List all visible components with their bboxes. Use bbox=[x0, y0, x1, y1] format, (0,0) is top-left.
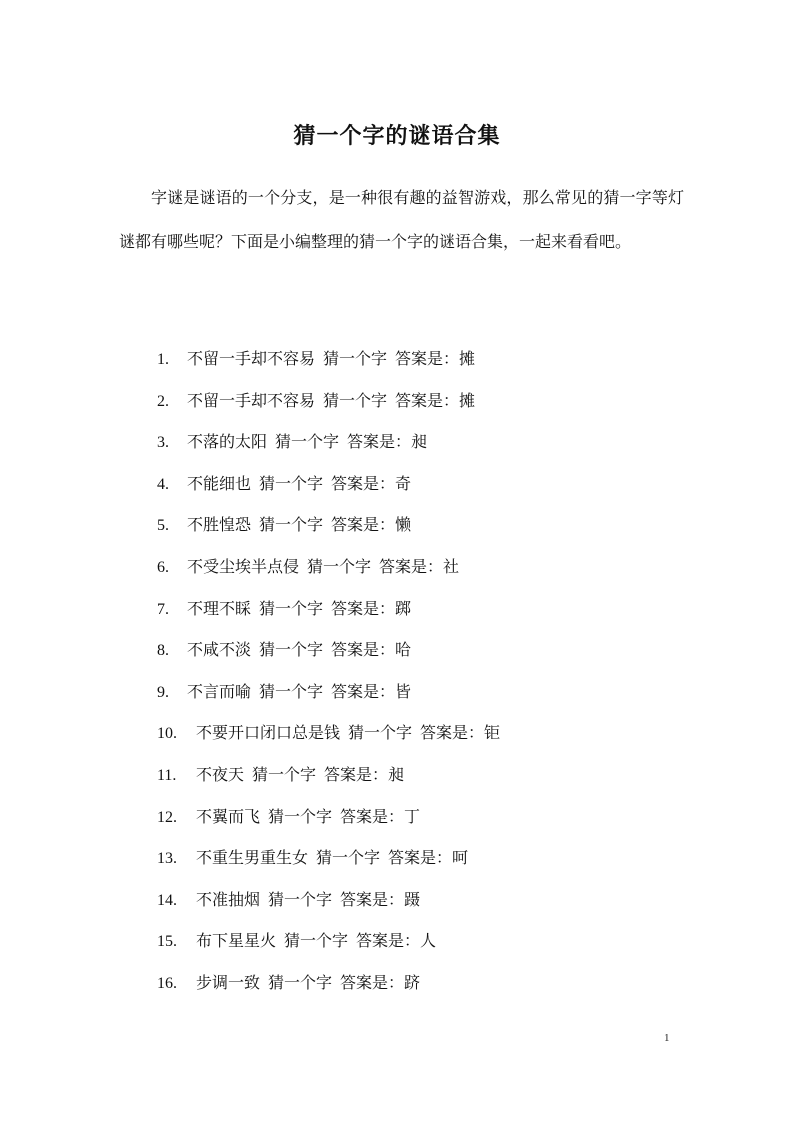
riddle-hint: 猜一个字 bbox=[284, 931, 349, 951]
riddle-hint: 猜一个字 bbox=[316, 848, 381, 868]
list-item bbox=[157, 675, 500, 717]
item-number: 1. bbox=[157, 351, 169, 368]
riddle-text: 不留一手却不容易 bbox=[187, 390, 316, 410]
list-item bbox=[157, 384, 500, 426]
riddle-hint: 猜一个字 bbox=[323, 390, 388, 410]
item-number: 8. bbox=[157, 642, 169, 660]
riddle-answer: 答案是：丁 bbox=[340, 806, 421, 826]
riddle-hint: 猜一个字 bbox=[323, 349, 388, 368]
riddle-answer: 答案是：社 bbox=[379, 556, 460, 576]
riddle-answer: 答案是：奇 bbox=[331, 473, 412, 493]
list-item bbox=[157, 883, 500, 925]
riddle-answer: 答案是：皆 bbox=[331, 681, 412, 701]
item-number: 7. bbox=[157, 600, 169, 618]
item-number: 9. bbox=[157, 683, 169, 701]
item-number: 16. bbox=[157, 974, 177, 992]
riddle-answer: 答案是：摊 bbox=[395, 390, 476, 410]
riddle-answer: 答案是：摊 bbox=[395, 349, 476, 368]
list-item bbox=[157, 592, 500, 634]
riddle-hint: 猜一个字 bbox=[259, 598, 324, 618]
riddle-answer: 答案是：跻 bbox=[340, 972, 421, 992]
item-number: 6. bbox=[157, 558, 169, 576]
item-number: 12. bbox=[157, 808, 177, 826]
riddle-text: 不受尘埃半点侵 bbox=[187, 556, 300, 576]
item-number: 10. bbox=[157, 725, 177, 743]
riddle-hint: 猜一个字 bbox=[275, 432, 340, 452]
riddle-text: 不要开口闭口总是钱 bbox=[196, 723, 341, 743]
riddle-answer: 答案是：呵 bbox=[388, 848, 469, 868]
riddle-answer: 答案是：钜 bbox=[420, 723, 501, 743]
riddle-text: 不言而喻 bbox=[187, 681, 252, 701]
riddle-text: 不理不睬 bbox=[187, 598, 252, 618]
riddle-list bbox=[157, 342, 500, 1008]
riddle-text: 不胜惶恐 bbox=[187, 515, 252, 535]
list-item bbox=[157, 342, 500, 384]
riddle-answer: 答案是：人 bbox=[356, 931, 437, 951]
riddle-hint: 猜一个字 bbox=[348, 723, 413, 743]
list-item bbox=[157, 550, 500, 592]
riddle-text: 步调一致 bbox=[196, 972, 261, 992]
riddle-text: 不准抽烟 bbox=[196, 889, 261, 909]
riddle-answer: 答案是：昶 bbox=[324, 764, 405, 784]
riddle-text: 不翼而飞 bbox=[196, 806, 261, 826]
item-number: 14. bbox=[157, 891, 177, 909]
riddle-text: 不能细也 bbox=[187, 473, 252, 493]
riddle-hint: 猜一个字 bbox=[259, 473, 324, 493]
list-item bbox=[157, 841, 500, 883]
list-item bbox=[157, 966, 500, 1008]
riddle-text: 不留一手却不容易 bbox=[187, 349, 316, 368]
item-number: 5. bbox=[157, 517, 169, 535]
item-number: 11. bbox=[157, 766, 177, 784]
item-number: 3. bbox=[157, 434, 169, 452]
riddle-answer: 答案是：昶 bbox=[347, 432, 428, 452]
riddle-text: 不咸不淡 bbox=[187, 640, 252, 660]
riddle-hint: 猜一个字 bbox=[259, 515, 324, 535]
riddle-hint: 猜一个字 bbox=[307, 556, 372, 576]
list-item bbox=[157, 633, 500, 675]
riddle-answer: 答案是：踯 bbox=[331, 598, 412, 618]
intro-paragraph: 字谜是谜语的一个分支，是一种很有趣的益智游戏，那么常见的猜一字等灯谜都有哪些呢？下面是小编整理的猜一个字的谜语合集，一起来看看吧。 bbox=[119, 188, 684, 251]
riddle-answer: 答案是：懒 bbox=[331, 515, 412, 535]
riddle-hint: 猜一个字 bbox=[259, 681, 324, 701]
item-number: 2. bbox=[157, 392, 169, 410]
riddle-text: 不落的太阳 bbox=[187, 432, 268, 452]
list-item bbox=[157, 800, 500, 842]
list-item bbox=[157, 425, 500, 467]
riddle-hint: 猜一个字 bbox=[268, 806, 333, 826]
list-item bbox=[157, 758, 500, 800]
riddle-answer: 答案是：蹑 bbox=[340, 889, 421, 909]
list-item bbox=[157, 467, 500, 509]
list-item bbox=[157, 508, 500, 550]
riddle-hint: 猜一个字 bbox=[268, 972, 333, 992]
page-number: 1 bbox=[664, 1032, 670, 1044]
riddle-answer: 答案是：哈 bbox=[331, 640, 412, 660]
riddle-hint: 猜一个字 bbox=[268, 889, 333, 909]
riddle-hint: 猜一个字 bbox=[259, 640, 324, 660]
item-number: 4. bbox=[157, 475, 169, 493]
list-item bbox=[157, 716, 500, 758]
page-title: 猜一个字的谜语合集 bbox=[293, 123, 501, 149]
item-number: 15. bbox=[157, 933, 177, 951]
item-number: 13. bbox=[157, 850, 177, 868]
riddle-text: 布下星星火 bbox=[196, 931, 277, 951]
riddle-text: 不夜天 bbox=[196, 764, 245, 784]
riddle-text: 不重生男重生女 bbox=[196, 848, 309, 868]
list-item bbox=[157, 924, 500, 966]
riddle-hint: 猜一个字 bbox=[252, 764, 317, 784]
